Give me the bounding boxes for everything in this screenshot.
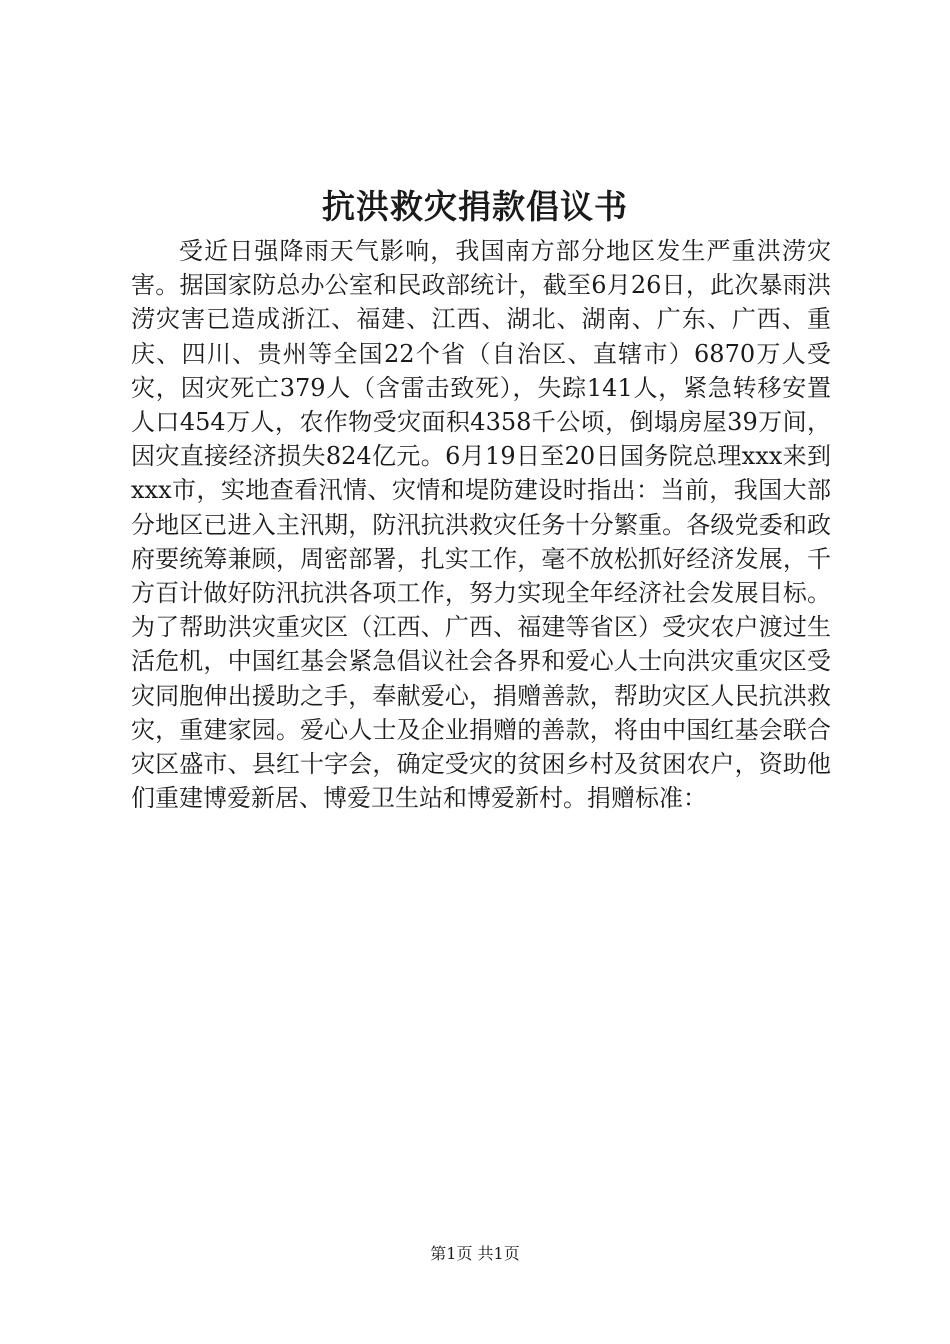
document-body-paragraph: 受近日强降雨天气影响，我国南方部分地区发生严重洪涝灾害。据国家防总办公室和民政部统计，截至6月26日，此次暴雨洪涝灾害已造成浙江、福建、江西、湖北、湖南、广东、广西、重庆、四川、贵州等全国22个省（自治区、直辖市）6870万人受灾，因灾死亡379人（含雷击致死），失踪141人，紧急转移安置人口454万人，农作物受灾面积4358千公顷，倒塌房屋39万间，因灾直接经济损失824亿元。6月19日至20日国务院总理xxx来到xxx市，实地查看汛情、灾情和堤防建设时指出：当前，我国大部分地区已进入主汛期，防汛抗洪救灾任务十分繁重。各级党委和政府要统筹兼顾，周密部署，扎实工作，毫不放松抓好经济发展，千方百计做好防汛抗洪各项工作，努力实现全年经济社会发展目标。为了帮助洪灾重灾区（江西、广西、福建等省区）受灾农户渡过生活危机，中国红基会紧急倡议社会各界和爱心人士向洪灾重灾区受灾同胞伸出援助之手，奉献爱心，捐赠善款，帮助灾区人民抗洪救灾，重建家园。爱心人士及企业捐赠的善款，将由中国红基会联合灾区盛市、县红十字会，确定受灾的贫困乡村及贫困农户，资助他们重建博爱新居、博爱卫生站和博爱新村。捐赠标准： [131, 237, 831, 813]
document-title: 抗洪救灾捐款倡议书 [322, 187, 628, 226]
page-number-footer: 第1页 共1页 [430, 1244, 520, 1263]
